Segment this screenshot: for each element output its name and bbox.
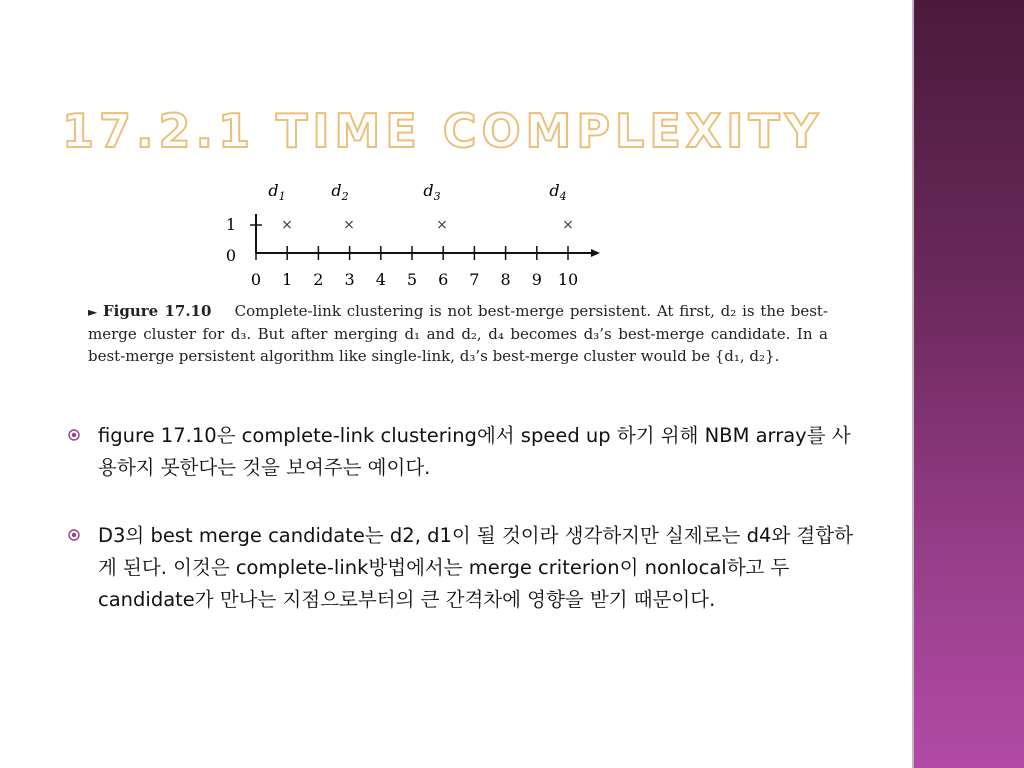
bullet-text: D3의 best merge candidate는 d2, d1이 될 것이라 생각하지만 실제로는 d4와 결합하게 된다. 이것은 complete-link방법에서는 merge criterion이 nonlocal하고 두 candidate가 만나는 지점으로부터의 큰 간격차에 영향을 받기 때문이다. bbox=[98, 524, 853, 611]
point-marker-d3: × bbox=[436, 217, 448, 233]
figure-caption bbox=[88, 300, 828, 367]
y-tick-label-1: 1 bbox=[225, 215, 237, 234]
x-tick-label: 4 bbox=[375, 270, 386, 289]
slide-title: 17.2.1 TIME COMPLEXITY bbox=[62, 104, 824, 158]
x-tick-label: 3 bbox=[344, 270, 355, 289]
number-line-figure bbox=[210, 170, 610, 294]
point-marker-d4: × bbox=[562, 217, 574, 233]
point-label-d2: $d_2$ bbox=[331, 181, 349, 203]
point-marker-d2: × bbox=[343, 217, 355, 233]
x-tick-label: 7 bbox=[469, 270, 480, 289]
caption-figure-number: Figure 17.10 bbox=[103, 302, 212, 320]
x-axis-arrowhead bbox=[591, 249, 600, 257]
x-tick-label: 5 bbox=[406, 270, 418, 289]
bullet-text: figure 17.10은 complete-link clustering에서 speed up 하기 위해 NBM array를 사용하지 못한다는 것을 보여주는 예이다. bbox=[98, 424, 851, 479]
point-label-d4: $d_4$ bbox=[549, 181, 567, 203]
decorative-side-band bbox=[912, 0, 1024, 768]
point-label-d1: $d_1$ bbox=[268, 181, 286, 203]
circled-dot-icon bbox=[68, 429, 80, 441]
x-tick-label: 2 bbox=[313, 270, 324, 289]
point-marker-d1: × bbox=[281, 217, 293, 233]
bullet-list bbox=[66, 420, 856, 652]
point-label-d3: $d_3$ bbox=[423, 181, 441, 203]
x-tick-label: 1 bbox=[282, 270, 293, 289]
circled-dot-icon bbox=[68, 529, 80, 541]
play-triangle-icon: ► bbox=[88, 305, 98, 319]
x-tick-label: 9 bbox=[531, 270, 542, 289]
caption-text: Complete-link clustering is not best-merge persistent. At first, d₂ is the best-merge cluster for d₃. But after merging d₁ and d₂, d₄ becomes d₃’s best-merge candidate. In a best-merge persistent algorithm like single-link, d₃’s best-merge cluster would be {d₁, d₂}. bbox=[88, 302, 828, 365]
x-tick-label: 10 bbox=[557, 270, 579, 289]
x-tick-label: 8 bbox=[500, 270, 511, 289]
y-tick-label-0: 0 bbox=[225, 246, 237, 265]
x-tick-label: 6 bbox=[438, 270, 449, 289]
x-tick-label: 0 bbox=[250, 270, 262, 289]
bullet-item bbox=[66, 420, 856, 484]
bullet-item bbox=[66, 520, 856, 616]
